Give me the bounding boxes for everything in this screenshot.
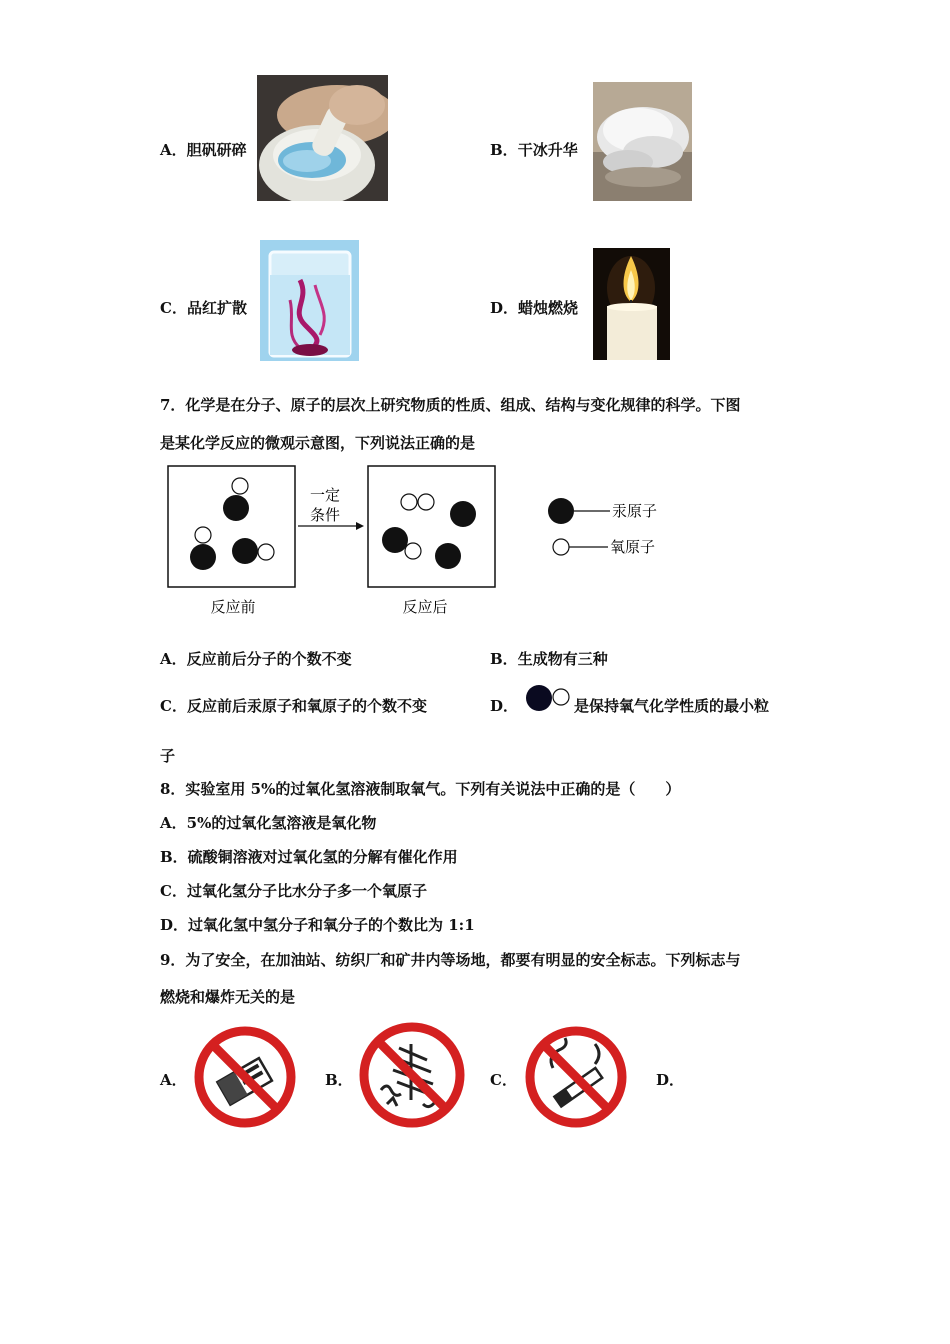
q9-option-a: A．	[160, 1071, 187, 1089]
option-letter: A．	[160, 141, 187, 159]
q7-option-d-wrap: 子	[160, 747, 176, 765]
q7-option-d	[490, 696, 518, 716]
option-letter: A．	[160, 650, 187, 668]
option-letter: D．	[490, 697, 519, 715]
before-reaction-box	[168, 466, 295, 587]
option-letter: C．	[160, 299, 187, 317]
option-text: 胆矾研碎	[186, 141, 247, 159]
q7-stem-line1: 7．化学是在分子、原子的层次上研究物质的性质、组成、结构与变化规律的科学。下图	[160, 396, 741, 414]
dry-ice-sublimation-photo	[593, 82, 692, 201]
mercury-atom-legend-icon	[548, 498, 574, 524]
q6-option-a	[160, 140, 247, 160]
before-reaction-label: 反应前	[210, 598, 256, 616]
after-reaction-box	[368, 466, 495, 587]
no-smoking-sign-icon	[523, 1024, 629, 1130]
q9-option-d: D．	[656, 1071, 685, 1089]
q9-option-c: C．	[490, 1071, 517, 1089]
option-text: 品红扩散	[186, 299, 247, 317]
q9-stem-line2: 燃烧和爆炸无关的是	[160, 988, 296, 1006]
q8-stem: 8．实验室用 5%的过氧化氢溶液制取氧气。下列有关说法中正确的是（ ）	[160, 780, 681, 798]
q8-option-c: C．过氧化氢分子比水分子多一个氧原子	[160, 882, 427, 900]
mercury-atom-legend-label: 汞原子	[612, 502, 658, 520]
q8-option-b: B．硫酸铜溶液对过氧化氢的分解有催化作用	[160, 848, 458, 866]
condition-label-line1: 一定	[309, 486, 341, 504]
option-letter: B．	[490, 141, 518, 159]
mercury-oxide-molecule-icon	[523, 683, 573, 713]
q9-stem-line1: 9．为了安全，在加油站、纺织厂和矿井内等场地，都要有明显的安全标志。下列标志与	[160, 951, 741, 969]
q7-option-a	[160, 649, 352, 669]
option-letter: D．	[490, 299, 519, 317]
option-text: 生成物有三种	[517, 650, 608, 668]
q8-option-a: A．5%的过氧化氢溶液是氧化物	[160, 814, 377, 832]
option-letter: C．	[160, 697, 187, 715]
oxygen-atom-legend-label: 氧原子	[610, 538, 656, 556]
no-matches-sign-icon	[192, 1024, 298, 1130]
oxygen-atom-legend-icon	[553, 539, 569, 555]
q6-option-c	[160, 298, 247, 318]
option-text: 反应前后分子的个数不变	[186, 650, 352, 668]
burning-candle-photo	[593, 248, 670, 360]
q7-option-c	[160, 696, 427, 716]
option-text: 反应前后汞原子和氧原子的个数不变	[186, 697, 427, 715]
q7-option-d-text: 是保持氧气化学性质的最小粒	[574, 697, 770, 715]
option-letter: B．	[490, 650, 518, 668]
q6-option-b	[490, 140, 578, 160]
q7-stem-line2: 是某化学反应的微观示意图，下列说法正确的是	[160, 434, 476, 452]
option-text: 蜡烛燃烧	[518, 299, 579, 317]
q7-option-b	[490, 649, 608, 669]
option-text: 干冰升华	[517, 141, 578, 159]
no-firecrackers-sign-icon	[357, 1020, 467, 1130]
reaction-micro-diagram	[160, 460, 680, 625]
condition-label-line2: 条件	[309, 506, 341, 524]
red-dye-diffusion-photo	[260, 240, 359, 361]
q9-option-b: B．	[325, 1071, 353, 1089]
grinding-bluestone-photo	[257, 75, 388, 201]
q6-option-d	[490, 298, 578, 318]
after-reaction-label: 反应后	[402, 598, 448, 616]
q8-option-d: D．过氧化氢中氢分子和氧分子的个数比为 1:1	[160, 916, 475, 934]
